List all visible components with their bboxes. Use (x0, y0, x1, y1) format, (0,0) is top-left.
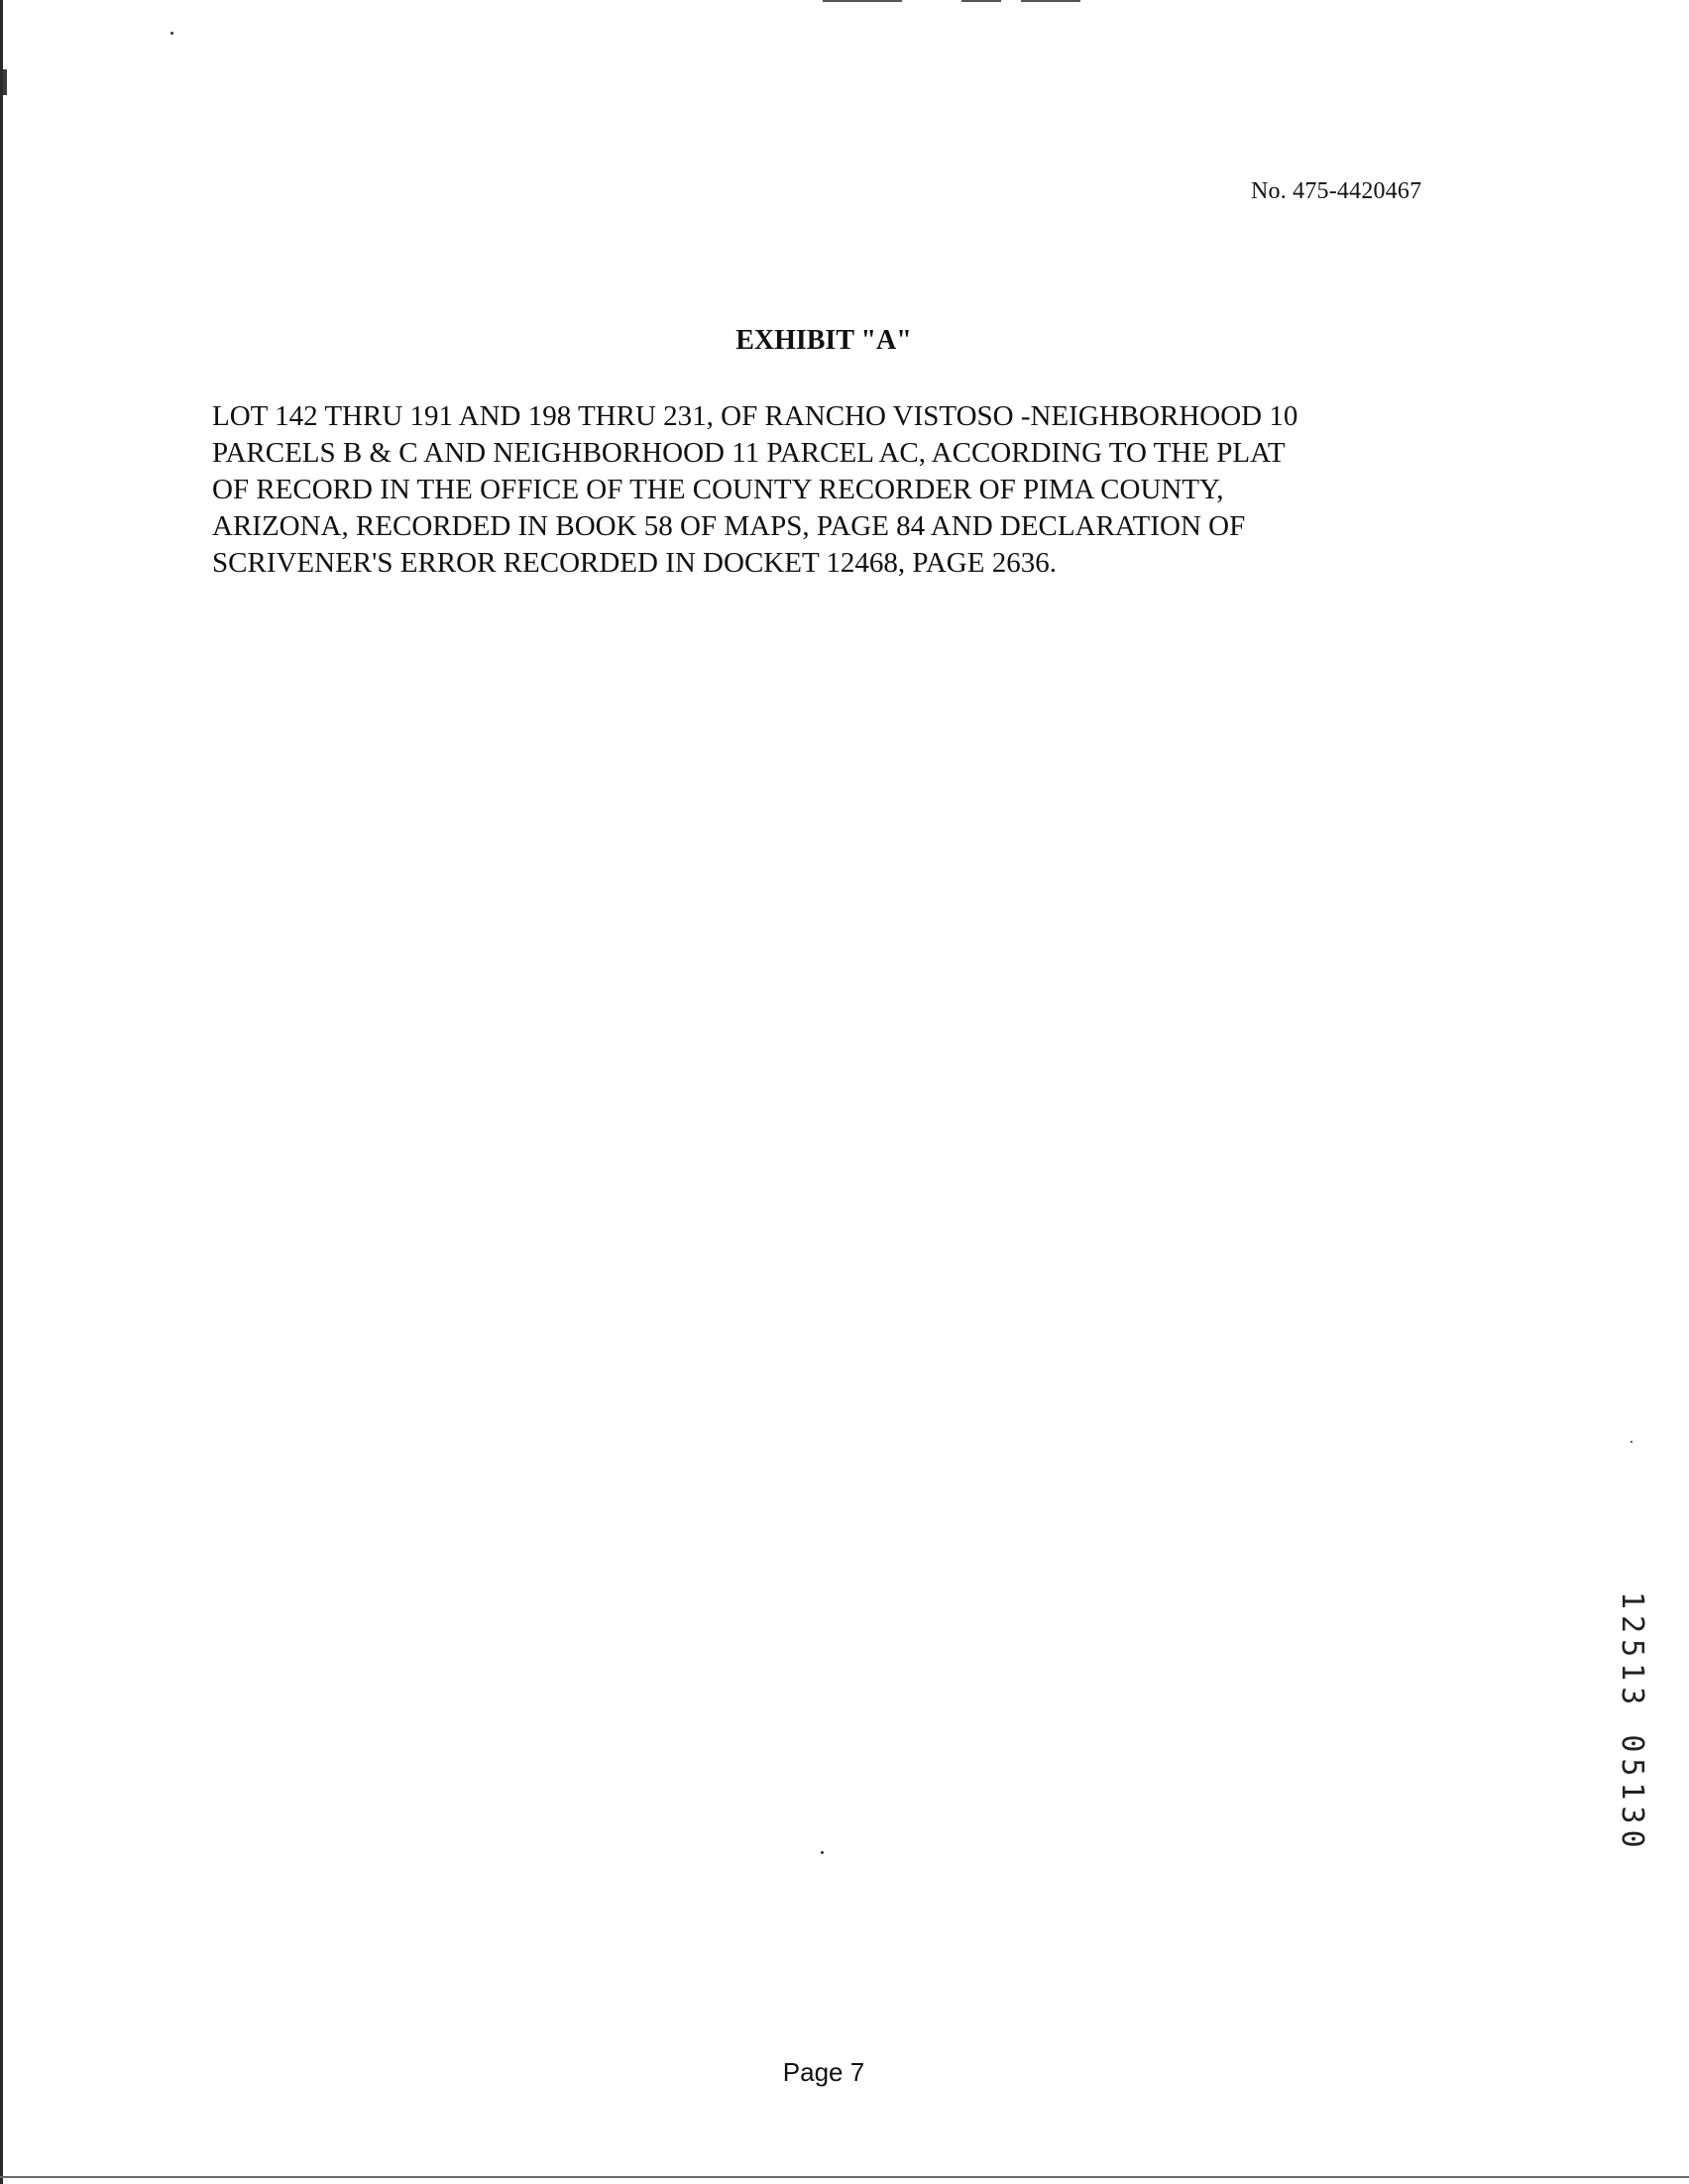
recording-stamp-text: 12513 05130 (1615, 1591, 1649, 1854)
page-number: Page 7 (782, 2057, 865, 2087)
legal-description-line: OF RECORD IN THE OFFICE OF THE COUNTY RECORDER OF PIMA COUNTY, (212, 474, 1224, 505)
legal-description-line: PARCELS B & C AND NEIGHBORHOOD 11 PARCEL AC, ACCORDING TO THE PLAT (212, 437, 1286, 469)
scan-speck (170, 32, 173, 35)
scan-speck (821, 1851, 824, 1854)
legal-description-line: LOT 142 THRU 191 AND 198 THRU 231, OF RANCHO VISTOSO -NEIGHBORHOOD 10 (212, 400, 1298, 432)
document-number: No. 475-4420467 (1251, 178, 1422, 204)
scan-notch (3, 69, 7, 95)
scan-speck (1631, 1441, 1633, 1443)
scan-top-mark (1021, 0, 1080, 2)
recording-stamp (1615, 1591, 1649, 1859)
legal-description (212, 398, 1471, 582)
legal-description-line: SCRIVENER'S ERROR RECORDED IN DOCKET 12468, PAGE 2636. (212, 547, 1057, 579)
exhibit-title: EXHIBIT "A" (735, 325, 912, 356)
scan-top-mark (961, 0, 1001, 2)
scan-top-mark (823, 0, 902, 2)
scan-bottom-line (0, 2176, 1689, 2178)
legal-description-line: ARIZONA, RECORDED IN BOOK 58 OF MAPS, PAGE 84 AND DECLARATION OF (212, 510, 1246, 542)
